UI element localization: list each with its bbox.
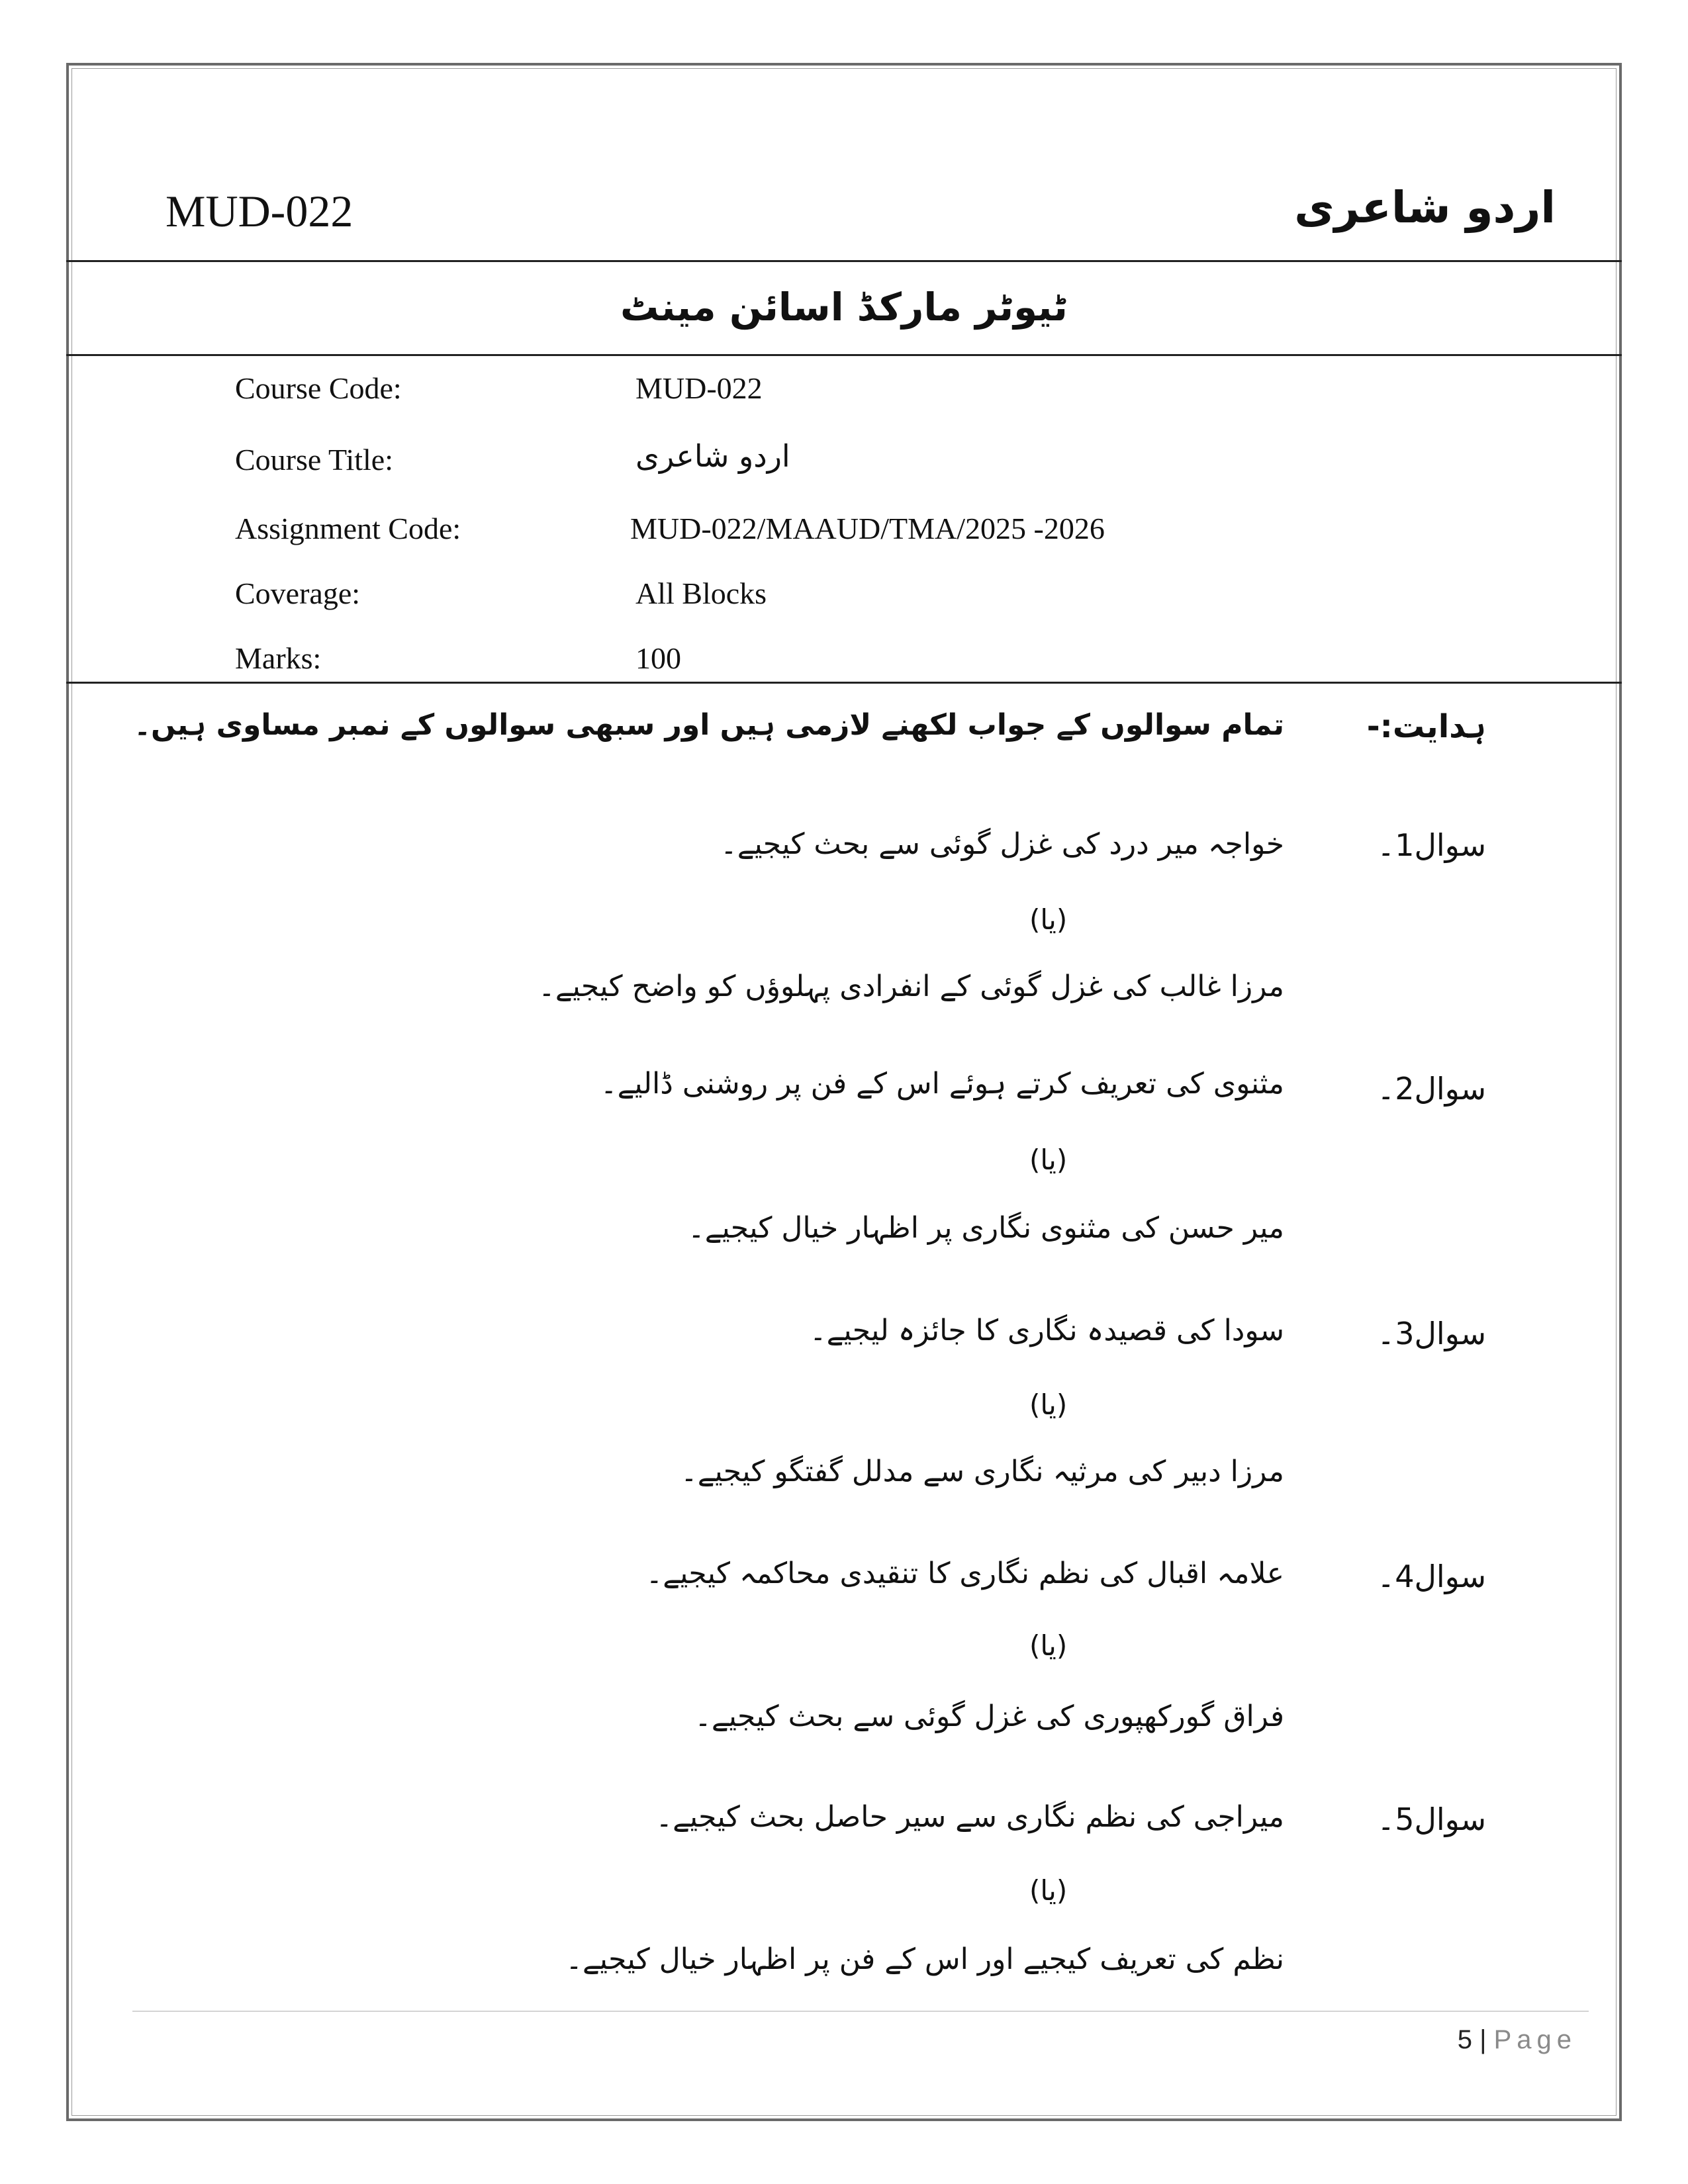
assignment-heading: ٹیوٹر مارکڈ اسائن مینٹ <box>620 285 1068 330</box>
question-alternative: میر حسن کی مثنوی نگاری پر اظہار خیال کیجیے۔ <box>687 1211 1284 1245</box>
info-label: Marks: <box>235 641 322 675</box>
info-value: MUD-022 <box>635 371 763 405</box>
info-value: 100 <box>635 641 681 675</box>
info-label: Assignment Code: <box>235 512 461 545</box>
course-title-heading: اردو شاعری <box>1294 182 1556 233</box>
question-label: سوال4۔ <box>1377 1559 1486 1594</box>
divider <box>66 260 1622 262</box>
question-label: سوال2۔ <box>1377 1071 1486 1107</box>
question-label: سوال3۔ <box>1377 1316 1486 1351</box>
question-alternative: مرزا غالب کی غزل گوئی کے انفرادی پہلوؤں کو واضح کیجیے۔ <box>538 970 1284 1003</box>
info-value: MUD-022/MAAUD/TMA/2025 -2026 <box>630 512 1105 545</box>
or-separator: (یا) <box>1029 1388 1068 1421</box>
question-label: سوال5۔ <box>1377 1801 1486 1837</box>
info-label: Course Title: <box>235 443 394 477</box>
divider <box>66 354 1622 356</box>
or-separator: (یا) <box>1029 1629 1068 1662</box>
course-code-heading: MUD-022 <box>165 186 353 236</box>
or-separator: (یا) <box>1029 1144 1068 1176</box>
info-value: All Blocks <box>635 576 767 610</box>
divider <box>66 682 1622 684</box>
info-value: اردو شاعری <box>635 438 790 474</box>
page-number: 5 <box>1457 2025 1472 2054</box>
question-text: میراجی کی نظم نگاری سے سیر حاصل بحث کیجیے۔ <box>655 1800 1284 1834</box>
question-text: علامہ اقبال کی نظم نگاری کا تنقیدی محاکمہ کیجیے۔ <box>645 1557 1284 1590</box>
question-text: خواجہ میر درد کی غزل گوئی سے بحث کیجیے۔ <box>720 827 1284 861</box>
question-label: سوال1۔ <box>1377 827 1486 863</box>
or-separator: (یا) <box>1029 903 1068 936</box>
info-label: Course Code: <box>235 371 402 405</box>
question-alternative: نظم کی تعریف کیجیے اور اس کے فن پر اظہار خیال کیجیے۔ <box>565 1942 1284 1976</box>
instructions-text: تمام سوالوں کے جواب لکھنے لازمی ہیں اور سبھی سوالوں کے نمبر مساوی ہیں۔ <box>134 708 1284 742</box>
footer-divider <box>132 2011 1589 2012</box>
info-label: Coverage: <box>235 576 361 610</box>
page-separator: | <box>1479 2025 1487 2054</box>
question-alternative: مرزا دبیر کی مرثیہ نگاری سے مدلل گفتگو کیجیے۔ <box>680 1455 1284 1488</box>
page-footer <box>1458 2025 1577 2055</box>
instructions-label: ہدایت:- <box>1366 708 1486 745</box>
page-word: Page <box>1493 2025 1577 2054</box>
question-alternative: فراق گورکھپوری کی غزل گوئی سے بحث کیجیے۔ <box>694 1700 1284 1733</box>
question-text: مثنوی کی تعریف کرتے ہوئے اس کے فن پر روشنی ڈالیے۔ <box>600 1067 1284 1101</box>
or-separator: (یا) <box>1029 1874 1068 1907</box>
question-text: سودا کی قصیدہ نگاری کا جائزہ لیجیے۔ <box>809 1314 1284 1347</box>
